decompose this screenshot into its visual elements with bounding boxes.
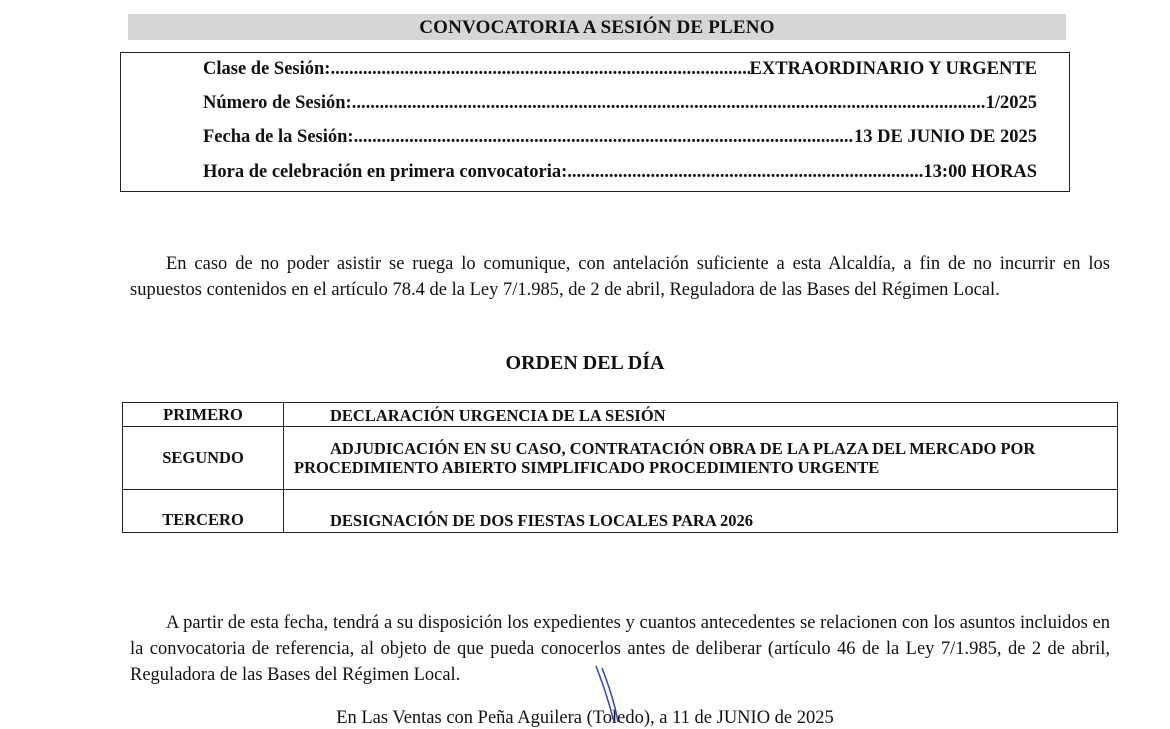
- agenda-item-text: DESIGNACIÓN DE DOS FIESTAS LOCALES PARA 2026: [284, 490, 1118, 533]
- agenda-item-text: DECLARACIÓN URGENCIA DE LA SESIÓN: [284, 403, 1118, 427]
- place-date-line: En Las Ventas con Peña Aguilera (Toledo), a 11 de JUNIO de 2025: [336, 708, 834, 728]
- signature-stroke: [592, 664, 652, 725]
- agenda-row: [123, 427, 1118, 490]
- session-number-label: Número de Sesión:: [203, 93, 352, 113]
- document-title: CONVOCATORIA A SESIÓN DE PLENO: [128, 14, 1066, 40]
- agenda-row: [123, 490, 1118, 533]
- dot-leader: [352, 93, 986, 114]
- dot-leader: [354, 127, 854, 148]
- session-type-label: Clase de Sesión:: [203, 59, 331, 79]
- agenda-table: [122, 402, 1118, 533]
- session-type-value: EXTRAORDINARIO Y URGENTE: [749, 59, 1037, 79]
- agenda-row: [123, 403, 1118, 427]
- agenda-item-number: SEGUNDO: [123, 427, 284, 490]
- session-time-value: 13:00 HORAS: [923, 162, 1037, 182]
- agenda-item-number: TERCERO: [123, 490, 284, 533]
- dot-leader: [330, 59, 749, 80]
- session-date-label: Fecha de la Sesión:: [203, 127, 354, 147]
- session-date-row: [203, 127, 1037, 148]
- agenda-title: ORDEN DEL DÍA: [505, 352, 665, 374]
- session-time-row: [203, 162, 1037, 183]
- session-number-value: 1/2025: [985, 93, 1037, 113]
- dot-leader: [567, 162, 923, 183]
- intro-paragraph: En caso de no poder asistir se ruega lo comunique, con antelación suficiente a esta Alcaldía, a fin de no incurrir en los supuestos contenidos en el artículo 78.4 de la Ley 7/1.985, de 2 de abril, Reguladora de las Bases del Régimen Local.: [130, 254, 1110, 300]
- session-date-value: 13 DE JUNIO DE 2025: [854, 127, 1037, 147]
- closing-paragraph: A partir de esta fecha, tendrá a su disposición los expedientes y cuantos antecedentes se relacionen con los asuntos incluidos en la convocatoria de referencia, al objeto de que pueda conocerlos antes de deliberar (artículo 46 de la Ley 7/1.985, de 2 de abril, Reguladora de las Bases del Régimen Local.: [130, 613, 1110, 685]
- session-number-row: [203, 93, 1037, 114]
- session-time-label: Hora de celebración en primera convocatoria:: [203, 162, 568, 182]
- agenda-item-number: PRIMERO: [123, 403, 284, 427]
- session-details-box: [120, 52, 1070, 192]
- session-type-row: [203, 59, 1037, 80]
- agenda-item-text: ADJUDICACIÓN EN SU CASO, CONTRATACIÓN OBRA DE LA PLAZA DEL MERCADO POR PROCEDIMIENTO ABIERTO SIMPLIFICADO PROCEDIMIENTO URGENTE: [284, 427, 1118, 490]
